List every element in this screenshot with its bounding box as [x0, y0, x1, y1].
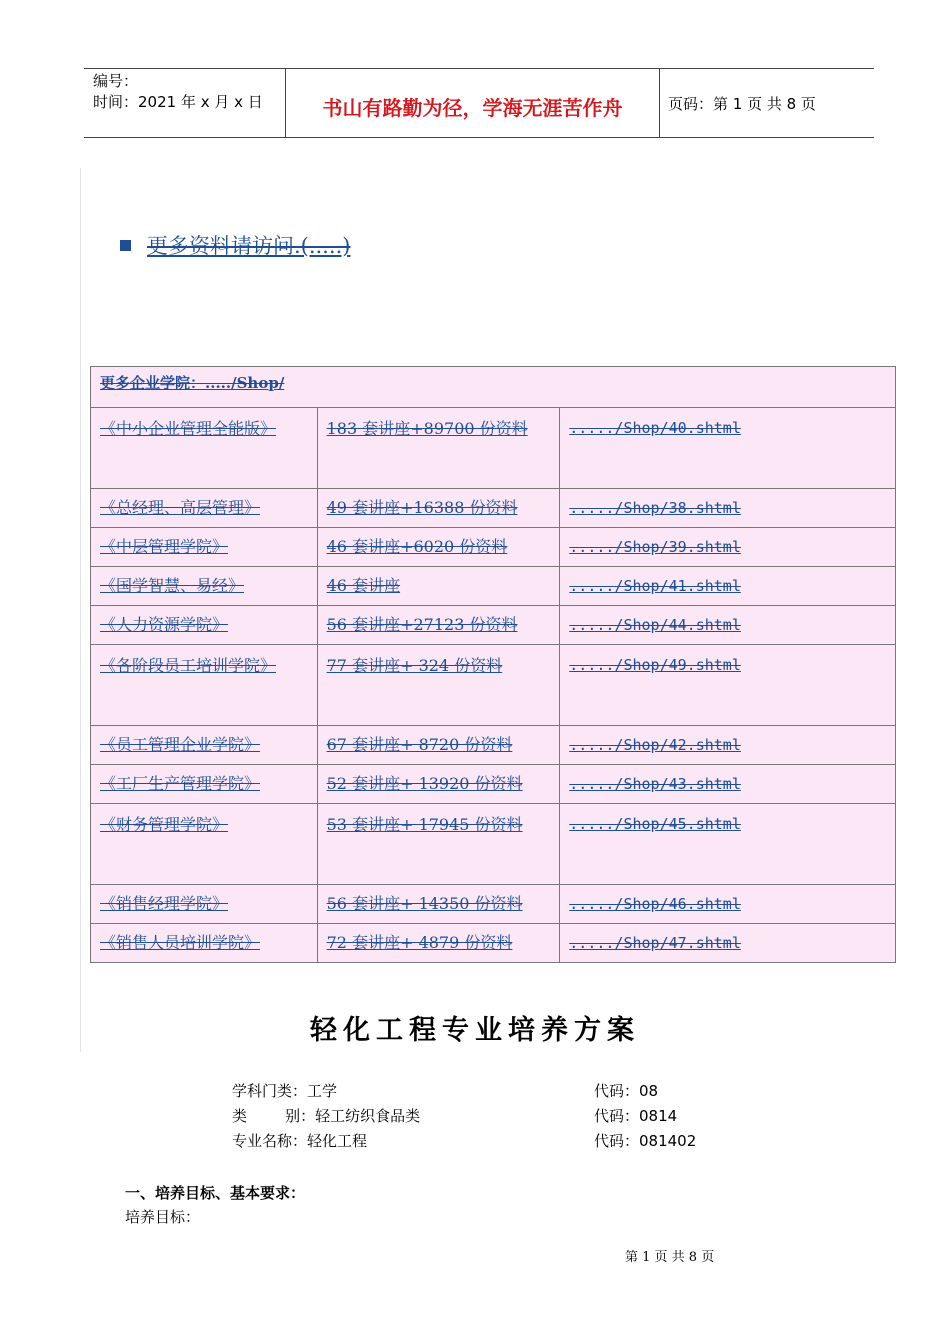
shop-row-name[interactable]: 《总经理、高层管理》	[91, 489, 318, 528]
shop-row-desc[interactable]: 183 套讲座+89700 份资料	[317, 408, 560, 489]
discipline-code: 代码：08	[594, 1082, 659, 1100]
shop-row-desc[interactable]: 72 套讲座+ 4879 份资料	[317, 924, 560, 963]
shop-row-url[interactable]: ...../Shop/43.shtml	[560, 765, 896, 804]
shop-row-desc[interactable]: 52 套讲座+ 13920 份资料	[317, 765, 560, 804]
header-number: 编号：	[93, 72, 139, 90]
margin-line	[80, 168, 81, 1052]
shop-table-header[interactable]: 更多企业学院：...../Shop/	[91, 367, 896, 408]
shop-row-name[interactable]: 《销售人员培训学院》	[91, 924, 318, 963]
discipline-label: 学科门类：工学	[232, 1082, 338, 1100]
shop-row-desc[interactable]: 56 套讲座+ 14350 份资料	[317, 885, 560, 924]
major-label: 专业名称：轻化工程	[232, 1132, 368, 1150]
shop-row-name[interactable]: 《财务管理学院》	[91, 804, 318, 885]
shop-row-name[interactable]: 《工厂生产管理学院》	[91, 765, 318, 804]
category-label	[232, 1105, 420, 1126]
shop-row-name[interactable]: 《销售经理学院》	[91, 885, 318, 924]
shop-row-name[interactable]: 《人力资源学院》	[91, 606, 318, 645]
category-value: 轻工纺织食品类	[315, 1107, 421, 1125]
header-meta	[93, 71, 263, 113]
shop-row-url[interactable]: ...../Shop/46.shtml	[560, 885, 896, 924]
more-resources-link[interactable]	[120, 230, 350, 260]
header-divider	[659, 69, 660, 137]
shop-row-url[interactable]: ...../Shop/40.shtml	[560, 408, 896, 489]
section-heading: 一、培养目标、基本要求：	[125, 1184, 306, 1202]
shop-row-name[interactable]: 《中层管理学院》	[91, 528, 318, 567]
shop-row-desc[interactable]: 67 套讲座+ 8720 份资料	[317, 726, 560, 765]
shop-row-url[interactable]: ...../Shop/42.shtml	[560, 726, 896, 765]
shop-row-url[interactable]: ...../Shop/45.shtml	[560, 804, 896, 885]
header-motto: 书山有路勤为径，学海无涯苦作舟	[322, 95, 623, 120]
header-time: 时间：2021 年 x 月 x 日	[93, 93, 263, 111]
shop-row-url[interactable]: ...../Shop/41.shtml	[560, 567, 896, 606]
shop-table	[90, 366, 896, 963]
shop-row-desc[interactable]: 49 套讲座+16388 份资料	[317, 489, 560, 528]
shop-row-desc[interactable]: 46 套讲座	[317, 567, 560, 606]
major-code: 代码：081402	[594, 1132, 697, 1150]
shop-row-desc[interactable]: 56 套讲座+27123 份资料	[317, 606, 560, 645]
shop-row-desc[interactable]: 46 套讲座+6020 份资料	[317, 528, 560, 567]
shop-row-url[interactable]: ...../Shop/49.shtml	[560, 645, 896, 726]
shop-row-name[interactable]: 《中小企业管理全能版》	[91, 408, 318, 489]
shop-row-name[interactable]: 《员工管理企业学院》	[91, 726, 318, 765]
page-footer: 第 1 页 共 8 页	[625, 1250, 715, 1265]
shop-row-name[interactable]: 《各阶段员工培训学院》	[91, 645, 318, 726]
shop-row-desc[interactable]: 53 套讲座+ 17945 份资料	[317, 804, 560, 885]
document-title: 轻化工程专业培养方案	[310, 1015, 640, 1046]
header-page-info: 页码：第 1 页 共 8 页	[668, 95, 816, 113]
shop-row-url[interactable]: ...../Shop/39.shtml	[560, 528, 896, 567]
more-resources-text: 更多资料请访问.(.....)	[147, 234, 351, 258]
shop-row-url[interactable]: ...../Shop/47.shtml	[560, 924, 896, 963]
page-header	[84, 68, 874, 138]
subsection-heading: 培养目标：	[125, 1208, 201, 1226]
shop-row-url[interactable]: ...../Shop/38.shtml	[560, 489, 896, 528]
category-code: 代码：0814	[594, 1107, 678, 1125]
shop-row-desc[interactable]: 77 套讲座+ 324 份资料	[317, 645, 560, 726]
category-label-text: 类 别：	[232, 1107, 316, 1125]
shop-row-name[interactable]: 《国学智慧、易经》	[91, 567, 318, 606]
square-bullet-icon	[120, 240, 131, 251]
shop-row-url[interactable]: ...../Shop/44.shtml	[560, 606, 896, 645]
